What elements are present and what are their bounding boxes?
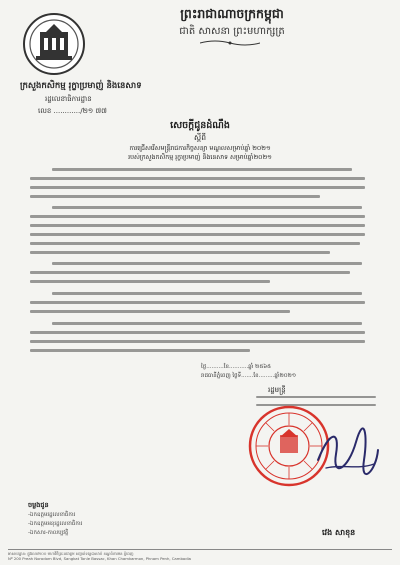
document-type: សេចក្តីជូនដំណឹង <box>170 120 230 131</box>
body-paragraph-4 <box>30 292 365 319</box>
footer-address-km: អាសយដ្ឋាន: ផ្លូវលេខ២០០ មហាវិថីព្រះនរោត្តម សង្កាត់ទន្លេបាសាក់ ខណ្ឌចំការមន ភ្នំពេញ <box>8 551 134 556</box>
national-motto: ជាតិ សាសនា ព្រះមហាក្សត្រ <box>179 26 285 37</box>
document-type-sub: ស្តីពី <box>194 133 206 142</box>
recipient-item: -ឯកឧត្តមអនុរដ្ឋលេខាធិការ <box>28 521 83 527</box>
solar-date: រាជធានីភ្នំពេញ ថ្ងៃទី.......ខែ.........ឆ្នាំ២០២១ <box>201 373 296 379</box>
body-paragraph-1 <box>30 168 365 204</box>
ministry-name: ក្រសួងកសិកម្ម រុក្ខាប្រមាញ់ និងនេសាទ <box>20 81 142 91</box>
footer-address <box>8 551 392 561</box>
recipient-item: -ឯកឧត្តមរដ្ឋលេខាធិការ <box>28 512 76 518</box>
body-paragraph-5 <box>30 322 365 358</box>
lunar-date: ថ្ងៃ..........ខែ...........ឆ្នាំ ២៥៦៥ <box>201 364 272 370</box>
recipients-heading: ចម្លងជូន <box>28 501 49 509</box>
recipient-item: -ឯកសារ-កាលប្បវត្តិ <box>28 530 69 536</box>
minister-title: រដ្ឋមន្ត្រី <box>268 386 286 394</box>
body-paragraph-2 <box>30 206 365 260</box>
footer-address-en: Nº 200 Preah Norodom Blvd, Sangkat Tonle Bassac, Khan Chamkarmon, Phnom Penh, Cambodia <box>8 556 191 561</box>
kingdom-heading: ព្រះរាជាណាចក្រកម្ពុជា <box>180 6 284 21</box>
date-block <box>201 363 356 381</box>
ornament-divider-icon <box>200 39 260 47</box>
department-name: រដ្ឋលេខាធិការដ្ឋាន <box>45 95 92 103</box>
handwritten-signature-icon <box>312 420 382 484</box>
footer-divider <box>8 549 392 550</box>
body-paragraph-3 <box>30 262 365 289</box>
reference-number: លេខ ............/២១ ៧៧ <box>38 107 107 115</box>
signer-name: វេង សាខុន <box>322 528 356 537</box>
document-subject <box>40 144 360 162</box>
subject-line-1: ការជ្រើសរើសមន្ត្រីរាជការកិច្ចសន្យា មណ្ឌលសម្រាប់ឆ្នាំ ២០២១ <box>129 145 271 152</box>
subject-line-2: របស់ក្រសួងកសិកម្ម រុក្ខាប្រមាញ់ និងនេសាទ សម្រាប់ឆ្នាំ២០២១ <box>128 154 272 161</box>
